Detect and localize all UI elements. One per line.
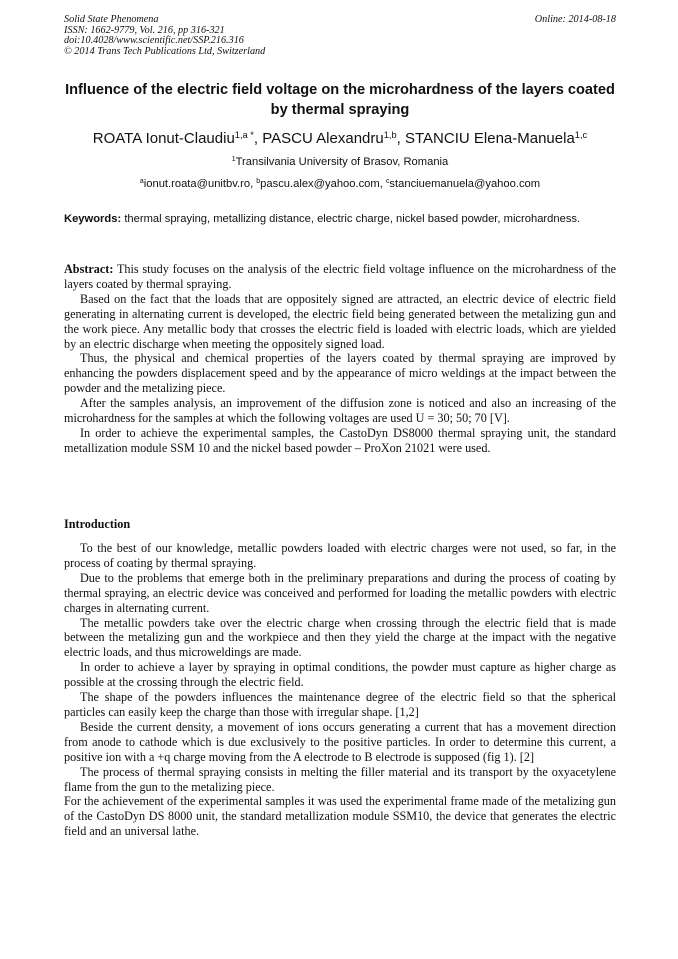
introduction-section — [64, 541, 616, 839]
abstract-paragraph: After the samples analysis, an improvement of the diffusion zone is noticed and also an increasing of the microhardness for the samples at which the following voltages are used U = 30; 50; 70 [V]. — [64, 396, 616, 426]
abstract-paragraph: In order to achieve the experimental samples, the CastoDyn DS8000 thermal spraying unit, the standard metallization module SSM 10 and the nickel based powder – ProXon 21021 were used. — [64, 425, 616, 455]
email-address[interactable]: pascu.alex@yahoo.com — [260, 178, 380, 190]
author-name: STANCIU Elena-Manuela — [405, 130, 575, 147]
affiliation-mark: 1 — [231, 156, 236, 164]
author-affiliation-mark: 1,a * — [234, 129, 254, 140]
email-separator: , — [379, 178, 386, 190]
author-name: PASCU Alexandru — [262, 130, 384, 147]
introduction-paragraph: The shape of the powders influences the maintenance degree of the electric field so that the spherical particles can easily keep the charge than those with irregular shape. [1,2] — [64, 690, 616, 719]
paper-title: Influence of the electric field voltage on the microhardness of the layers coated by thermal spraying — [65, 82, 615, 118]
affiliation — [64, 155, 616, 169]
introduction-paragraph: To the best of our knowledge, metallic powders loaded with electric charges were not used, so far, in the process of coating by thermal spraying. — [64, 541, 616, 570]
introduction-paragraph: The metallic powders take over the electric charge when crossing through the electric field that is made between the metalizing gun and the workpiece and then they yield the charge at the impact with the negative electric loads, and thus microweldings are made. — [64, 615, 616, 660]
introduction-paragraph: Beside the current density, a movement of ions occurs generating a current that has a movement direction from anode to cathode which is due exclusively to the positive particles. In order to determine this current, a positive ion with a +q charge moving from the A electrode to B electrode is supposed (fig 1). [2] — [64, 719, 616, 764]
email-list — [64, 177, 616, 191]
introduction-paragraph: For the achievement of the experimental samples it was used the experimental frame made of the metalizing gun of the CastoDyn DS 8000 unit, the standard metallization module SSM10, the device that generates the electric field and an universal lathe. — [64, 794, 616, 839]
email-address[interactable]: stanciuemanuela@yahoo.com — [389, 178, 541, 190]
author-separator: , — [396, 130, 405, 147]
keywords-text: thermal spraying, metallizing distance, electric charge, nickel based powder, microhardness. — [124, 213, 581, 225]
abstract-paragraph: Thus, the physical and chemical properties of the layers coated by thermal spraying are improved by enhancing the powders displacement speed and by the appearance of micro weldings at the impact between the powder and the metalizing piece. — [64, 351, 616, 396]
introduction-paragraph: Due to the problems that emerge both in the preliminary preparations and during the process of coating by thermal spraying, an electric device was conceived and performed for loading the metallic powders with electric charges in alternating current. — [64, 570, 616, 615]
affiliation-text: Transilvania University of Brasov, Romania — [235, 156, 449, 168]
email-mark: a — [139, 178, 144, 186]
abstract-first-sentence: This study focuses on the analysis of the electric field voltage influence on the microhardness of the layers coated by thermal spraying. — [64, 262, 616, 291]
abstract-paragraph — [64, 262, 616, 292]
keywords — [64, 212, 616, 226]
author-separator: , — [253, 130, 263, 147]
online-date: Online: 2014-08-18 — [534, 14, 616, 25]
introduction-paragraph: The process of thermal spraying consists in melting the filler material and its transport by the oxyacetylene flame from the gun to the metalizing piece. — [64, 764, 616, 794]
introduction-paragraph: In order to achieve a layer by spraying in optimal conditions, the powder must capture as higher charge as possible at the crossing through the electric field. — [64, 660, 616, 690]
journal-doi: doi:10.4028/www.scientific.net/SSP.216.316 — [64, 35, 244, 47]
abstract-paragraph: Based on the fact that the loads that are oppositely signed are attracted, an electric device of electric field generating in alternating current is developed, the electric field being generated between the metalizing gun and the work piece. Any metallic body that crosses the electric field is loaded with electric loads, which are yielded by an electric discharge when meeting the oppositely signed load. — [64, 291, 616, 351]
email-separator: , — [250, 178, 257, 190]
author-affiliation-mark: 1,b — [383, 129, 397, 140]
abstract-label: Abstract: — [64, 262, 114, 276]
email-mark: c — [385, 178, 390, 186]
email-mark: b — [256, 178, 261, 186]
abstract-section — [64, 262, 616, 456]
author-affiliation-mark: 1,c — [574, 129, 588, 140]
author-list — [40, 129, 640, 149]
introduction-heading: Introduction — [64, 517, 131, 531]
keywords-label: Keywords: — [64, 213, 122, 225]
author-name: ROATA Ionut-Claudiu — [92, 130, 235, 147]
email-address[interactable]: ionut.roata@unitbv.ro — [143, 178, 251, 190]
journal-header — [64, 15, 616, 57]
journal-issn: ISSN: 1662-9779, Vol. 216, pp 316-321 — [64, 24, 225, 36]
journal-copyright: © 2014 Trans Tech Publications Ltd, Switzerland — [64, 45, 266, 57]
journal-name: Solid State Phenomena — [64, 14, 159, 25]
